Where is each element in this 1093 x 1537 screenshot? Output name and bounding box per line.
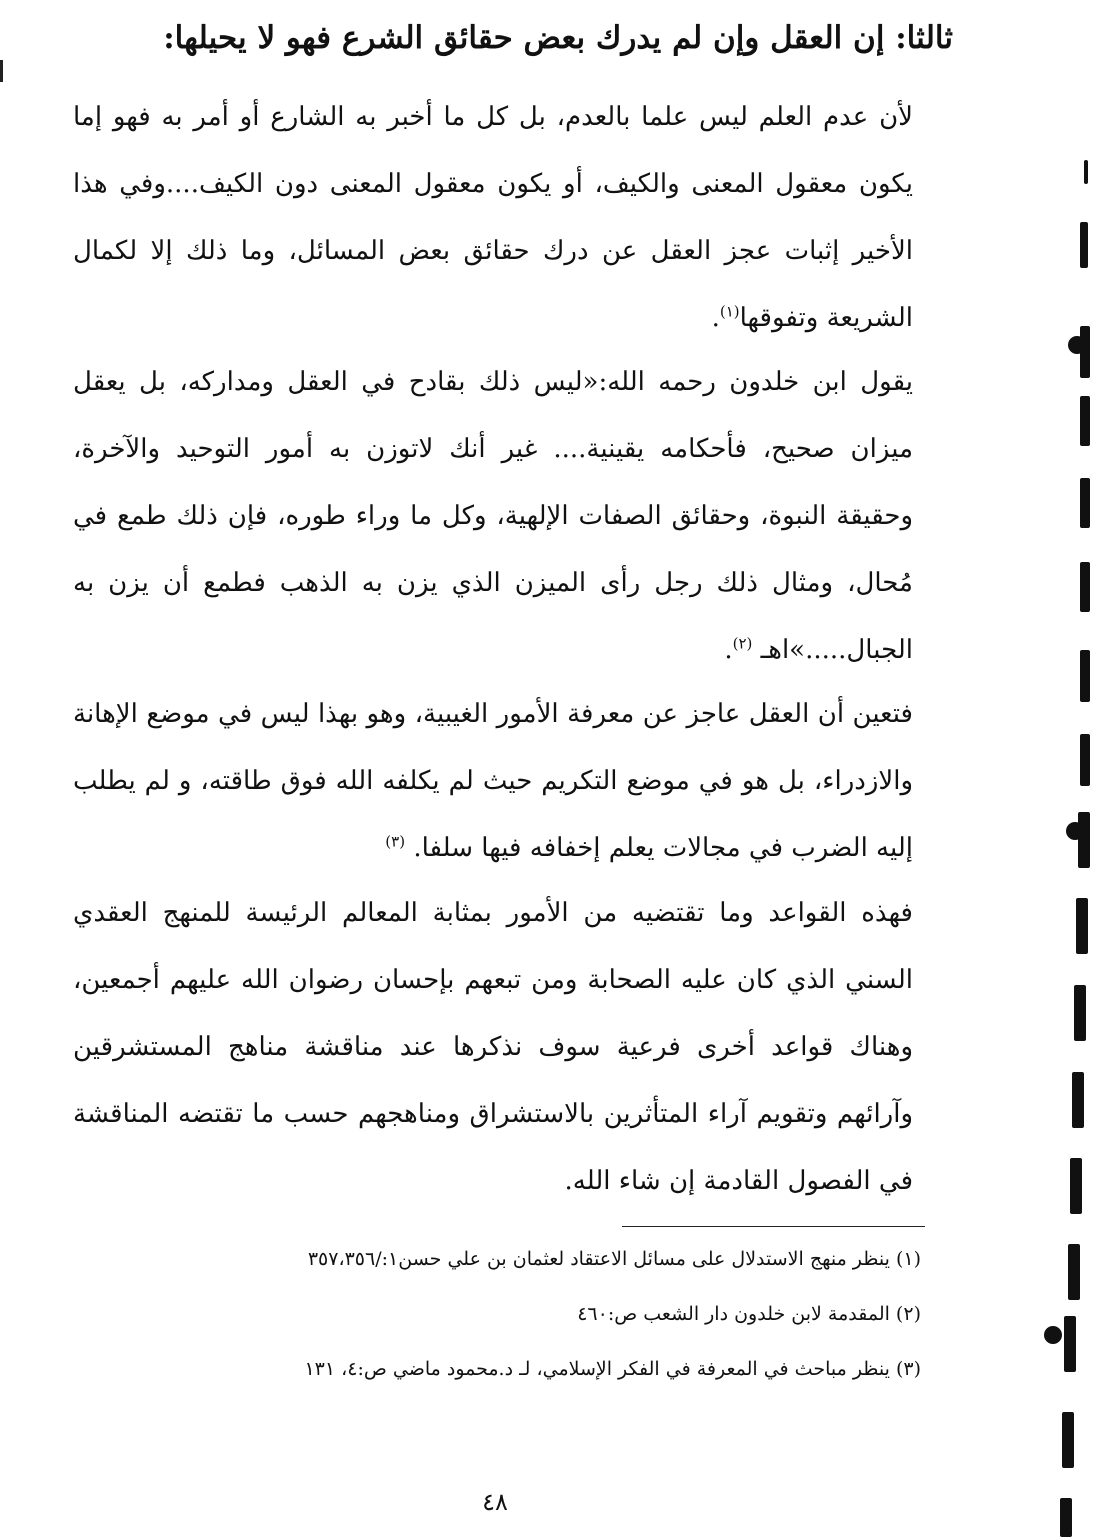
- paragraph-2-text: يقول ابن خلدون رحمه الله:«ليس ذلك بقادح في العقل ومداركه، بل يعقل ميزان صحيح، فأحكامه يقينية.... غير أنك لاتوزن به أمور التوحيد والآخرة، وحقيقة النبوة، وحقائق الصفات الإلهية، وكل ما وراء طوره، فإن ذلك طمع في مُحال، ومثال ذلك رجل رأى الميزن الذي يزن به الذهب فطمع أن يزن به الجبال.....»اهـ: [73, 367, 913, 665]
- binding-mark: [1080, 396, 1090, 446]
- paragraph-2-tail: .: [724, 635, 733, 665]
- footnote-separator: [622, 1226, 925, 1227]
- binding-mark: [1080, 222, 1088, 268]
- paragraph-1: [73, 84, 913, 352]
- binding-mark: [1078, 812, 1090, 868]
- footnote-1: (١) ينظر منهج الاستدلال على مسائل الاعتقاد لعثمان بن علي حسن١:/٣٥٧،٣٥٦: [307, 1248, 921, 1270]
- footnote-marker-1: (١): [719, 302, 740, 321]
- paragraph-3: [73, 681, 913, 882]
- paragraph-3-text: فتعين أن العقل عاجز عن معرفة الأمور الغيبية، وهو بهذا ليس في موضع الإهانة والازدراء، بل هو في موضع التكريم حيث لم يكلفه الله فوق طاقته، و لم يطلب إليه الضرب في مجالات يعلم إخفافه فيها سلفا.: [73, 699, 913, 863]
- binding-mark: [1068, 1244, 1080, 1300]
- binding-mark: [1080, 734, 1090, 786]
- binding-mark: [1076, 898, 1088, 954]
- paragraph-1-tail: .: [711, 303, 720, 333]
- footnote-marker-3: (٣): [385, 832, 406, 851]
- footnotes: [121, 1232, 921, 1397]
- binding-mark: [1080, 650, 1090, 702]
- section-heading: ثالثا: إن العقل وإن لم يدرك بعض حقائق الشرع فهو لا يحيلها:: [163, 20, 953, 56]
- paragraph-2: [73, 349, 913, 684]
- binding-mark: [1080, 326, 1090, 378]
- binding-mark: [1062, 1412, 1074, 1468]
- binding-mark: [1060, 1498, 1072, 1537]
- page-number: ٤٨: [482, 1488, 508, 1516]
- binding-mark: [1072, 1072, 1084, 1128]
- footnote-marker-2: (٢): [732, 634, 753, 653]
- binding-mark: [1084, 160, 1088, 184]
- binding-dot: [1044, 1326, 1062, 1344]
- binding-mark: [1070, 1158, 1082, 1214]
- binding-mark: [1080, 478, 1090, 528]
- binding-mark: [1080, 562, 1090, 612]
- binding-mark: [1074, 985, 1086, 1041]
- scan-edge-mark: [0, 60, 3, 82]
- footnote-2: (٢) المقدمة لابن خلدون دار الشعب ص:٤٦٠: [577, 1303, 921, 1325]
- paragraph-1-text: لأن عدم العلم ليس علما بالعدم، بل كل ما أخبر به الشارع أو أمر به فهو إما يكون معقول المعنى والكيف، أو يكون معقول المعنى دون الكيف....وفي هذا الأخير إثبات عجز العقل عن درك حقائق بعض المسائل، وما ذلك إلا لكمال الشريعة وتفوقها: [73, 102, 913, 333]
- paragraph-4: [73, 880, 913, 1215]
- footnote-3: (٣) ينظر مباحث في المعرفة في الفكر الإسلامي، لـ د.محمود ماضي ص:٤، ١٣١: [304, 1358, 921, 1380]
- paragraph-4-text: فهذه القواعد وما تقتضيه من الأمور بمثابة المعالم الرئيسة للمنهج العقدي السني الذي كان عليه الصحابة ومن تبعهم بإحسان رضوان الله عليهم أجمعين، وهناك قواعد أخرى فرعية سوف نذكرها عند مناقشة مناهج المستشرقين وآرائهم وتقويم آراء المتأثرين بالاستشراق ومناهجهم حسب ما تقتضه المناقشة في الفصول القادمة إن شاء الله.: [73, 898, 913, 1196]
- binding-mark: [1064, 1316, 1076, 1372]
